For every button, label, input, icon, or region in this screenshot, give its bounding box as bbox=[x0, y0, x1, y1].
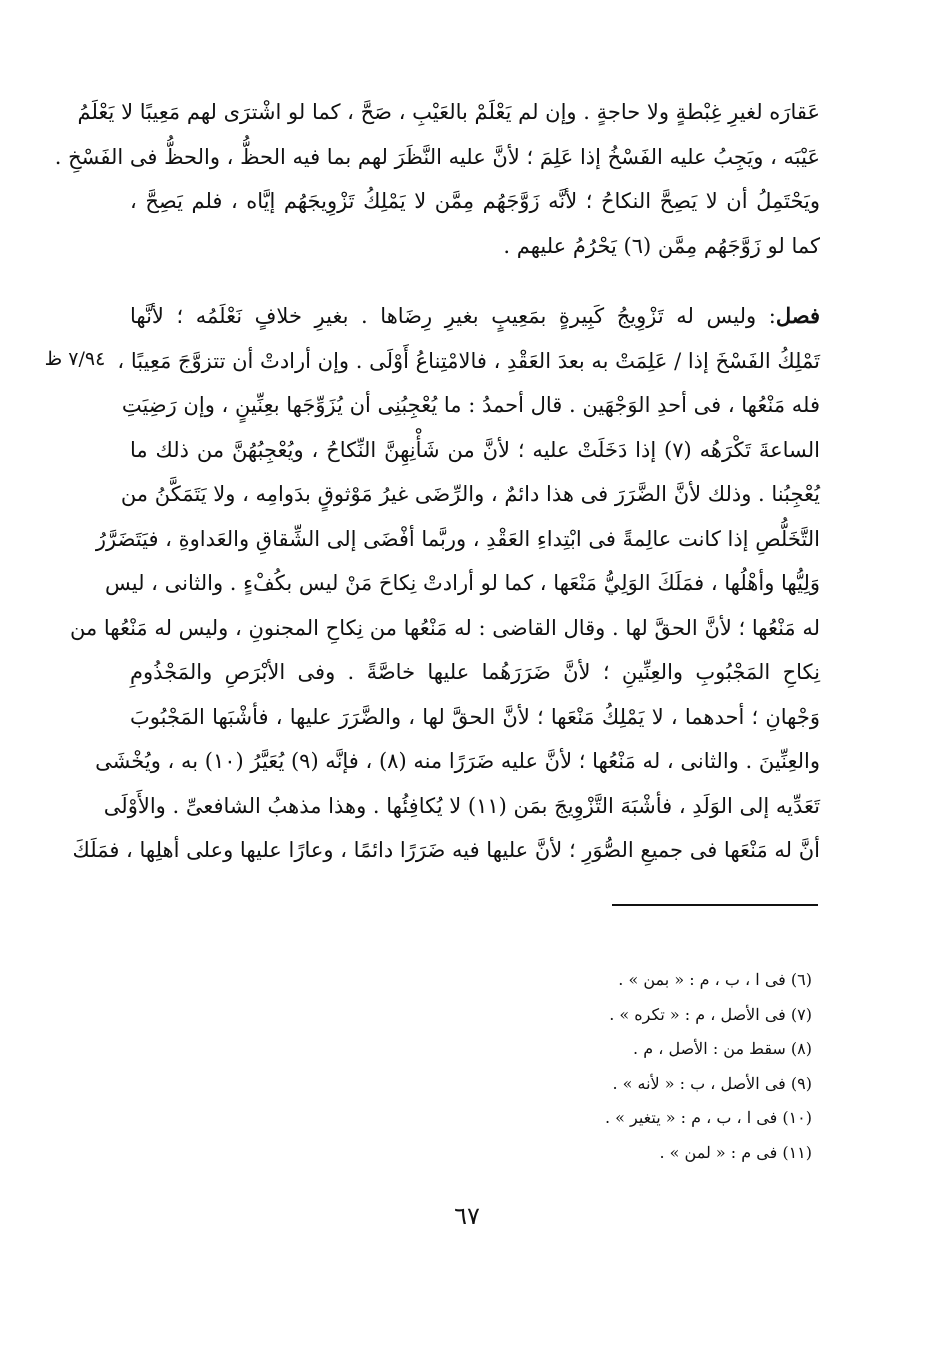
text-line: وَجْهانِ ؛ أحدهما ، لا يَمْلِكُ مَنْعَها ؛ لأنَّ الحقَّ لها ، والضَّرَرَ عليها ، فأشْبَها المَجْبُوبَ bbox=[130, 704, 820, 729]
footnote: (٩) فى الأصل ، ب : « لأنه » . bbox=[612, 1073, 812, 1093]
footnote: (١١) فى م : « لمن » . bbox=[659, 1142, 812, 1162]
section-heading: فصل bbox=[775, 303, 820, 328]
text-line: تَعَدِّيه إلى الوَلَدِ ، فأشْبَهَ التَّزْوِيجَ بمَن (١١) لا يُكافِئُها . وهذا مذهبُ الشافعىِّ . والأَوْلَى bbox=[103, 793, 820, 818]
footnote: (٧) فى الأصل ، م : « تكره » . bbox=[609, 1004, 812, 1024]
text-line bbox=[130, 294, 820, 339]
text-line: كما لو زَوَّجَهُم مِمَّن (٦) يَحْرُمُ عليهم . bbox=[503, 233, 820, 258]
text-line: نِكاحِ المَجْبُوبِ والعِنِّينِ ؛ لأنَّ ضَرَرَهُما عليها خاصَّةً . وفى الأبْرَصِ والمَجْذُومِ bbox=[130, 660, 820, 684]
footnote: (٨) سقط من : الأصل ، م . bbox=[633, 1039, 812, 1058]
text-line: أنَّ له مَنْعَها فى جميعِ الصُّوَرِ ؛ لأنَّ عليها فيه ضَرَرًا دائمًا ، وعارًا عليها وعلى أهلِها ، فمَلَكَ bbox=[72, 838, 820, 862]
margin-page-reference: ٧/٩٤ ظ bbox=[44, 348, 106, 370]
footnote-separator bbox=[612, 904, 818, 906]
text-line: وَلِيُّها وأهْلُها ، فمَلَكَ الوَلِيُّ مَنْعَها ، كما لو أرادتْ نِكاحَ مَنْ ليس بكُفْءٍ . والثانى ، ليس bbox=[104, 571, 820, 595]
footnotes bbox=[500, 963, 812, 1170]
text-line: له مَنْعُها ؛ لأنَّ الحقَّ لها . وقال القاضى : له مَنْعُها من نِكاحِ المجنونِ ، وليس له مَنْعُها من bbox=[69, 615, 820, 640]
text-line: ويَحْتَمِلُ أن لا يَصِحَّ النكاحُ ؛ لأنَّه زَوَّجَهُم مِمَّن لا يَمْلِكُ تَزْوِيجَهُم إيَّاه ، فلم يَصِحَّ ، bbox=[130, 189, 820, 213]
footnote: (١٠) فى ا ، ب ، م : « يتغير » . bbox=[604, 1108, 812, 1127]
text-line: عَيْبَه ، ويَجِبُ عليه الفَسْخُ إذا عَلِمَ ؛ لأنَّ عليه النَّظَرَ لهم بما فيه الحظُّ ، والحظُّ فى الفَسْخِ . bbox=[54, 144, 820, 169]
text-line: الساعةَ تَكْرَهُه (٧) إذا دَخَلَتْ عليه ؛ لأنَّ من شَأْنِهِنَّ النِّكاحُ ، ويُعْجِبُهُنَّ من ذلك ما bbox=[130, 437, 821, 462]
text-line: يُعْجِبُنا . وذلك لأنَّ الضَّرَرَ فى هذا دائمٌ ، والرِّضَى غيرُ مَوْثوقٍ بدَوامِه ، ولا يَتَمَكَّنُ من bbox=[120, 482, 820, 506]
page-number: ٦٧ bbox=[454, 1202, 480, 1230]
text-line: والعِنِّينَ . والثانى ، له مَنْعُها ؛ لأنَّ عليه ضَرَرًا منه (٨) ، فإنَّه (٩) يُعَيَّرُ (١٠) به ، ويُخْشَى bbox=[95, 749, 820, 773]
text-line: فله مَنْعُها ، فى أحدِ الوَجْهَين . قال أحمدُ : ما يُعْجِبُنِى أن يُزَوِّجَها بعِنِّينٍ ، وإن رَضِيَتِ bbox=[121, 393, 820, 417]
paragraph-spacer bbox=[130, 268, 820, 294]
text-line-rest: : وليس له تَزْوِيجُ كَبِيرةٍ بمَعِيبٍ بغيرِ رِضَاها . بغيرِ خلافٍ نَعْلَمُه ؛ لأنَّها bbox=[130, 304, 776, 328]
text-line: التَّخَلُّصِ إذا كانت عالِمةً فى ابْتِداءِ العَقْدِ ، وربَّما أفْضَى إلى الشِّقاقِ والعَداوةِ ، فيَتَضَرَّرُ bbox=[95, 526, 820, 551]
text-line: تَمْلِكُ الفَسْخَ إذا / عَلِمَتْ به بعدَ العَقْدِ ، فالامْتِناعُ أَوْلَى . وإن أرادتْ أن تتزوَّجَ مَعِيبًا ، bbox=[117, 348, 820, 373]
text-line: عَقارَه لغيرِ غِبْطةٍ ولا حاجةٍ . وإن لم يَعْلَمْ بالعَيْبِ ، صَحَّ ، كما لو اشْترَى لهم مَعِيبًا لا يَعْلَمُ bbox=[77, 100, 820, 124]
footnote: (٦) فى ا ، ب ، م : « بمن » . bbox=[618, 970, 812, 989]
